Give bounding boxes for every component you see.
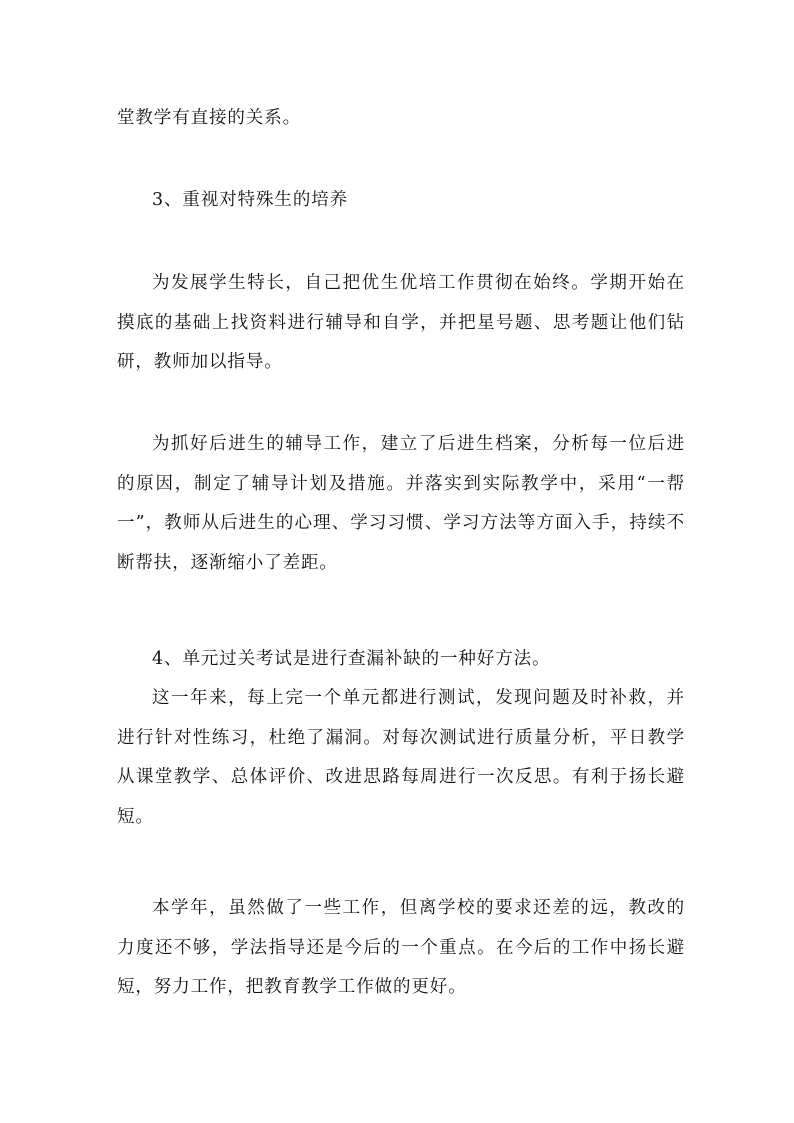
- paragraph-lagging-students: 为抓好后进生的辅导工作，建立了后进生档案，分析每一位后进的原因，制定了辅导计划及措施。并落实到实际教学中，采用“一帮一”，教师从后进生的心理、学习习惯、学习方法等方面入手，持续不断帮扶，逐渐缩小了差距。: [117, 434, 685, 573]
- section-heading-4: 4、单元过关考试是进行查漏补缺的一种好方法。: [152, 649, 551, 669]
- paragraph-continuation: 堂教学有直接的关系。: [117, 108, 301, 128]
- paragraph-gifted-students: 为发展学生特长，自己把优生优培工作贯彻在始终。学期开始在摸底的基础上找资料进行辅导和自学，并把星号题、思考题让他们钻研，教师加以指导。: [117, 273, 685, 372]
- paragraph-unit-testing: 这一年来，每上完一个单元都进行测试，发现问题及时补救，并进行针对性练习，杜绝了漏洞。对每次测试进行质量分析，平日教学从课堂教学、总体评价、改进思路每周进行一次反思。有利于扬长避短。: [117, 688, 685, 827]
- section-heading-3: 3、重视对特殊生的培养: [152, 190, 349, 210]
- paragraph-conclusion: 本学年，虽然做了一些工作，但离学校的要求还差的远，教改的力度还不够，学法指导还是今后的一个重点。在今后的工作中扬长避短，努力工作，把教育教学工作做的更好。: [117, 898, 685, 997]
